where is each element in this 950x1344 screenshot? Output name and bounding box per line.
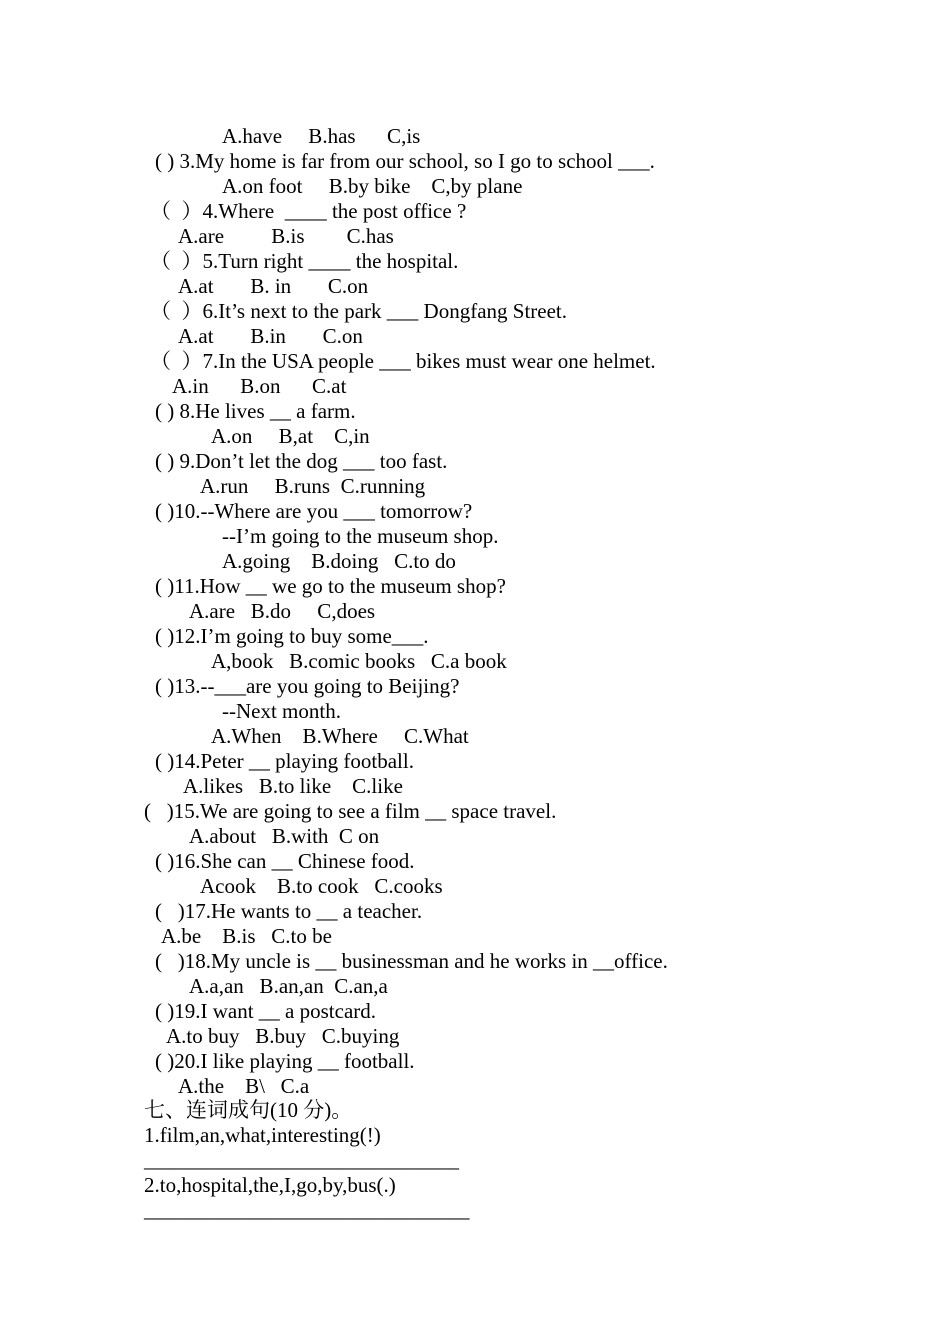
q10-options: A.going B.doing C.to do (222, 549, 456, 573)
q4-options: A.are B.is C.has (178, 224, 394, 248)
q13-options: A.When B.Where C.What (211, 724, 469, 748)
q12-question: ( )12.I’m going to buy some___. (155, 624, 429, 648)
q13-question: ( )13.--___are you going to Beijing? (155, 674, 460, 698)
q19-question: ( )19.I want __ a postcard. (155, 999, 377, 1023)
q19-options: A.to buy B.buy C.buying (166, 1024, 400, 1048)
q7-options: A.in B.on C.at (172, 374, 347, 398)
q6-options: A.at B.in C.on (178, 324, 363, 348)
q17-question: ( )17.He wants to __ a teacher. (155, 899, 423, 923)
q14-question: ( )14.Peter __ playing football. (155, 749, 414, 773)
q11-options: A.are B.do C,does (189, 599, 376, 623)
q11-question: ( )11.How __ we go to the museum shop? (155, 574, 506, 598)
q17-options: A.be B.is C.to be (161, 924, 332, 948)
q10-dialogue: --I’m going to the museum shop. (222, 524, 499, 548)
q18-question: ( )18.My uncle is __ businessman and he works in __office. (155, 949, 668, 973)
q16-question: ( )16.She can __ Chinese food. (155, 849, 415, 873)
sentence-2-answer-line: _______________________________ (144, 1198, 470, 1222)
q7-question: （ ）7.In the USA people ___ bikes must wear one helmet. (150, 349, 656, 373)
q9-options: A.run B.runs C.running (200, 474, 426, 498)
q20-question: ( )20.I like playing __ football. (155, 1049, 415, 1073)
sentence-1-answer-line: ______________________________ (144, 1148, 459, 1172)
q12-options: A,book B.comic books C.a book (211, 649, 507, 673)
q16-options: Acook B.to cook C.cooks (200, 874, 443, 898)
q15-options: A.about B.with C on (189, 824, 380, 848)
q8-options: A.on B,at C,in (211, 424, 370, 448)
q14-options: A.likes B.to like C.like (183, 774, 403, 798)
q6-question: （ ）6.It’s next to the park ___ Dongfang Street. (150, 299, 568, 323)
section-heading: 七、连词成句(10 分)。 (144, 1098, 353, 1122)
q5-question: （ ）5.Turn right ____ the hospital. (150, 249, 459, 273)
q15-question: ( )15.We are going to see a film __ space travel. (144, 799, 557, 823)
q9-question: ( ) 9.Don’t let the dog ___ too fast. (155, 449, 448, 473)
q4-question: （ ）4.Where ____ the post office ? (150, 199, 467, 223)
q8-question: ( ) 8.He lives __ a farm. (155, 399, 356, 423)
q2-options: A.have B.has C,is (222, 124, 421, 148)
q3-options: A.on foot B.by bike C,by plane (222, 174, 523, 198)
q3-question: ( ) 3.My home is far from our school, so I go to school ___. (155, 149, 655, 173)
q18-options: A.a,an B.an,an C.an,a (189, 974, 388, 998)
sentence-1-prompt: 1.film,an,what,interesting(!) (144, 1123, 381, 1147)
q13-dialogue: --Next month. (222, 699, 341, 723)
q5-options: A.at B. in C.on (178, 274, 369, 298)
q20-options: A.the B\ C.a (178, 1074, 310, 1098)
sentence-2-prompt: 2.to,hospital,the,I,go,by,bus(.) (144, 1173, 396, 1197)
q10-question: ( )10.--Where are you ___ tomorrow? (155, 499, 473, 523)
